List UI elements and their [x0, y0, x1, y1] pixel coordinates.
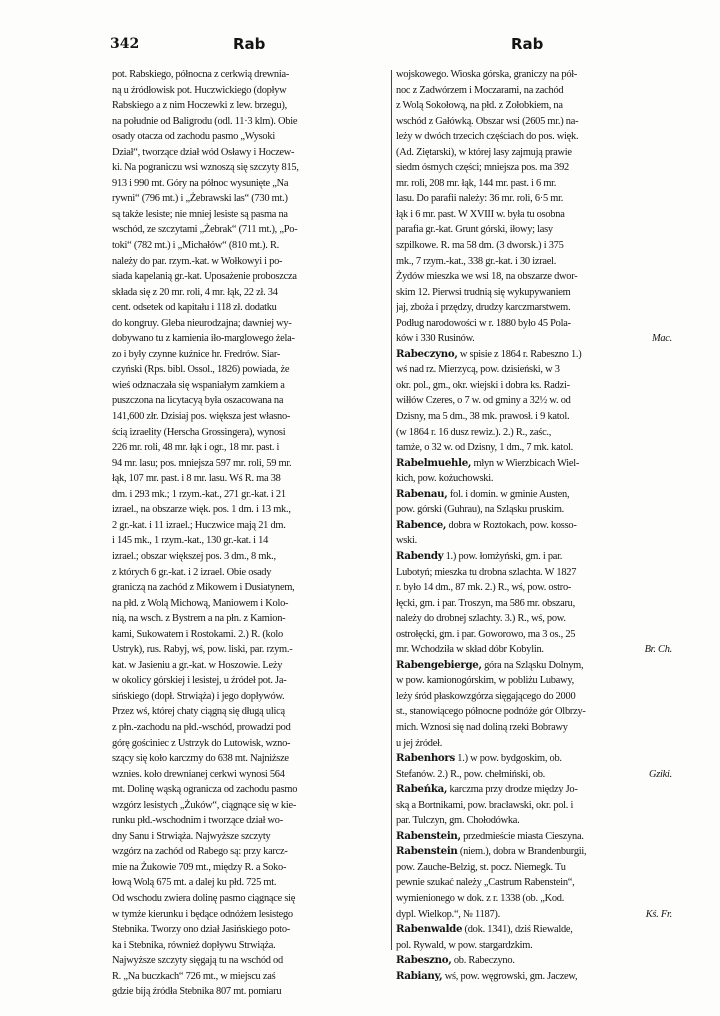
line-content	[396, 613, 566, 624]
text-line	[396, 316, 672, 332]
entry-text: leży w dwóch trzecich częściach do pos. więk.	[396, 131, 579, 143]
entry-text: wś nad rz. Mierzycą, pow. dzisieński, w 3	[396, 364, 560, 376]
line-content	[396, 955, 515, 966]
text-line	[396, 611, 672, 627]
text-line	[396, 285, 672, 301]
text-line	[396, 736, 672, 752]
line-content	[396, 162, 569, 173]
text-line: 2 gr.-kat. i 11 izrael.; Huczwice mają 21 dm.	[112, 519, 286, 531]
text-line	[396, 83, 672, 99]
text-line	[396, 953, 672, 969]
line-content	[396, 738, 442, 749]
line-content	[396, 178, 556, 189]
entry-text: ob. Rabeczyno.	[451, 955, 515, 967]
text-line: wieś odznaczała się wspaniałym zamkiem a	[112, 379, 285, 391]
entry-text: tamże, o 32 w. od Dzisny, 1 dm., 7 mk. katol.	[396, 442, 574, 454]
entry-text: Stefanów. 2.) R., pow. chełmiński, ob.	[396, 768, 546, 780]
entry-text: mk., 7 rzym.-kat., 338 gr.-kat. i 30 izrael.	[396, 255, 557, 267]
entry-text: ostrołęcki, gm. i par. Goworowo, ma 3 os., 25	[396, 628, 576, 640]
text-line	[396, 891, 672, 907]
text-line: 226 mr. roli, 48 mr. łąk i ogr., 18 mr. past. i	[112, 442, 280, 454]
entry-text: szpilkowe. R. ma 58 dm. (3 dworsk.) i 375	[396, 240, 564, 252]
text-line	[396, 720, 672, 736]
text-line: R. „Na buczkach“ 726 mt., w miejscu zaś	[112, 970, 276, 982]
line-content	[396, 69, 577, 80]
text-line	[396, 222, 672, 238]
entry-text: Lubotyń; mieszka tu drobna szlachta. W 1827	[396, 566, 577, 578]
text-line	[396, 907, 672, 923]
text-line: należy do par. rzym.-kat. w Wołkowyi i po-	[112, 255, 283, 267]
line-content	[396, 116, 578, 127]
text-line: Dział“, tworzące dział wód Osławy i Hoczew-	[112, 146, 295, 158]
entry-text: ków i 330 Rusinów.	[396, 333, 475, 345]
text-line: mie na Żukowie 709 mt., między R. a Soko-	[112, 861, 287, 873]
text-line	[396, 471, 672, 487]
entry-headword: Rabenstein,	[396, 829, 461, 842]
entry-text: noc z Zadwórzem i Moczarami, na zachód	[396, 84, 564, 96]
entry-text: pewnie szukać należy „Castrum Rabenstein“,	[396, 877, 575, 889]
entry-headword: Rabence,	[396, 518, 447, 531]
text-line: w okolicy górskiej i lesistej, u źródeł pot. Ja-	[112, 675, 287, 687]
entry-headword: Rabelmuehle,	[396, 456, 472, 469]
text-line: z których 6 gr.-kat. i 2 izrael. Obie osady	[112, 566, 272, 578]
text-line	[396, 98, 672, 114]
text-line	[396, 938, 672, 954]
text-line: Najwyższe szczyty sięgają tu na wschód od	[112, 955, 283, 967]
text-line	[396, 207, 672, 223]
text-line	[396, 160, 672, 176]
line-content	[396, 193, 563, 204]
entry-text: mr. roli, 208 mr. łąk, 144 mr. past. i 6 mr.	[396, 177, 557, 189]
entry-text: wschód z Gałówką. Obszar wsi (2605 mr.) na-	[396, 115, 579, 127]
text-line: puszczona na licytacyą była oszacowana na	[112, 395, 284, 407]
entry-text: mich. Wznosi się nad doliną rzeki Bobrawy	[396, 721, 568, 733]
text-line: ną u źródłowisk pot. Huczwickiego (dopływ	[112, 84, 287, 96]
entry-text: u jej źródeł.	[396, 737, 443, 749]
entry-text: skim 12. Pierwsi trudnią się wykupywaniem	[396, 286, 571, 298]
text-line	[396, 922, 672, 938]
entry-text: pol. Rywald, w pow. stargardzkim.	[396, 939, 533, 951]
text-line	[396, 440, 672, 456]
page-number: 342	[110, 36, 140, 52]
text-line: łąk, 107 mr. past. i 8 mr. lasu. Wś R. ma 38	[112, 473, 281, 485]
line-content	[396, 753, 562, 764]
text-line	[396, 114, 672, 130]
entry-text: leży śród płaskowzgórza sięgającego do 2000	[396, 690, 576, 702]
text-line	[396, 642, 672, 658]
text-line: mt. Dolinę wąską ogranicza od zachodu pasmo	[112, 784, 298, 796]
text-line: łową Wolą 675 mt. a dalej ku płd. 725 mt.	[112, 877, 277, 889]
entry-text: mr. Wchodziła w skład dóbr Kobylin.	[396, 644, 544, 656]
line-content	[396, 706, 586, 717]
entry-text: (niem.), dobra w Brandenburgii,	[457, 846, 587, 858]
line-content	[396, 907, 500, 923]
text-line	[396, 782, 672, 798]
text-line: wzgórz na zachód od Rabego są: przy karcz-	[112, 846, 288, 858]
entry-text: w pow. kamionogórskim, w pobliżu Lubawy,	[396, 675, 574, 687]
entry-text: par. Tulczyn, gm. Chołodówka.	[396, 815, 520, 827]
text-line	[396, 456, 672, 472]
entry-text: okr. pol., gm., okr. wiejski i dobra ks. Radzi-	[396, 379, 570, 391]
text-line: 94 mr. lasu; pos. mniejsza 597 mr. roli, 59 mr.	[112, 457, 292, 469]
entry-headword: Rabeczyno,	[396, 347, 458, 360]
entry-text: Żydów mieszka we wsi 18, na obszarze dwor-	[396, 271, 578, 283]
author-signature: Kś. Fr.	[645, 908, 672, 920]
text-line	[396, 502, 672, 518]
line-content	[396, 411, 569, 422]
entry-text: r. było 14 dm., 87 mk. 2.) R., wś, pow. ostro-	[396, 582, 572, 594]
text-line: Rabskiego a z nim Hoczewki z lew. brzegu),	[112, 100, 287, 112]
entry-text: wś, pow. węgrowski, gm. Jaczew,	[442, 970, 578, 982]
text-line	[396, 860, 672, 876]
text-line	[396, 425, 672, 441]
text-line	[396, 969, 672, 985]
text-line: dm. i 293 mk.; 1 rzym.-kat., 271 gr.-kat. i 21	[112, 488, 286, 500]
line-content	[396, 784, 578, 795]
text-line: wznies. koło drewnianej cerkwi wynosi 564	[112, 768, 285, 780]
text-line	[396, 767, 672, 783]
entry-headword: Rabeńka,	[396, 783, 448, 796]
line-content	[396, 458, 579, 469]
line-content	[396, 147, 572, 158]
entry-text: kich, pow. kożuchowski.	[396, 473, 494, 485]
text-line: ki. Na pograniczu wsi wznoszą się szczyty 815,	[112, 162, 299, 174]
entry-text: łąk i 6 mr. past. W XVIII w. była tu osobna	[396, 208, 565, 220]
text-line: 141,600 złr. Dzisiaj pos. większa jest własno-	[112, 411, 291, 423]
text-line	[396, 673, 672, 689]
text-line: sińskiego (dopł. Strwiąża) i jego dopływów.	[112, 690, 285, 702]
text-line	[396, 627, 672, 643]
line-content	[396, 598, 575, 609]
text-line: na południe od Baligrodu (odl. 11·3 klm). Obie	[112, 115, 298, 127]
entry-text: Podług narodowości w r. 1880 było 45 Pola-	[396, 317, 571, 329]
text-line	[396, 409, 672, 425]
text-line: Przez wś, której chaty ciągną się długą ulicą	[112, 706, 285, 718]
entry-headword: Rabenau,	[396, 487, 448, 500]
line-content	[396, 364, 560, 375]
entry-text: przedmieście miasta Cieszyna.	[460, 830, 584, 842]
line-content	[396, 395, 571, 406]
text-line: ka i Stebnika, również dopływu Strwiąża.	[112, 939, 276, 951]
entry-text: łęcki, gm. i par. Troszyn, ma 586 mr. obszaru,	[396, 597, 575, 609]
entry-text: młyn w Wierzbicach Wiel-	[471, 457, 580, 469]
entry-text: pow. Zauche-Belzig, st. pocz. Niemegk. Tu	[396, 861, 566, 873]
line-content	[396, 940, 533, 951]
line-content	[396, 427, 551, 438]
author-signature: Br. Ch.	[644, 644, 672, 656]
text-line: kat. w Jasieniu a gr.-kat. w Hoszowie. Leży	[112, 659, 283, 671]
line-content	[396, 331, 475, 347]
text-line: składa się z 20 mr. roli, 4 mr. łąk, 22 zł. 34	[112, 286, 278, 298]
text-line	[396, 238, 672, 254]
entry-text: st., stanowiącego północne podnóże gór Olbrzy-	[396, 706, 586, 718]
entry-text: (Ad. Ziętarski), w której lasy zajmują prawie	[396, 146, 572, 158]
line-content	[396, 442, 573, 453]
text-line	[396, 798, 672, 814]
line-content	[396, 287, 570, 298]
entry-text: 1.) pow. łomżyński, gm. i par.	[443, 550, 563, 562]
text-line: z płn.-zachodu na płd.-wschód, prowadzi pod	[112, 721, 291, 733]
entry-text: pow. górski (Guhrau), na Szląsku pruskim.	[396, 504, 564, 516]
entry-text: Dzisny, ma 5 dm., 38 mk. prawosł. i 9 katol.	[396, 411, 570, 423]
text-line: wschód, ze szczytami „Żebrak“ (711 mt.), „Po-	[112, 224, 298, 236]
text-line	[396, 254, 672, 270]
line-content	[396, 520, 577, 531]
text-line: gdzie biją źródła Stebnika 807 mt. pomiaru	[112, 986, 282, 998]
text-line	[396, 533, 672, 549]
text-line: siada kapelanią gr.-kat. Uposażenie proboszcza	[112, 271, 297, 283]
line-content	[396, 318, 571, 329]
text-line	[396, 191, 672, 207]
column-divider	[391, 70, 392, 950]
entry-text: wiłłów Czeres, o 7 w. od gminy a 32½ w. od	[396, 395, 571, 407]
entry-text: góra na Szląsku Dolnym,	[481, 659, 584, 671]
text-line: pot. Rabskiego, północna z cerkwią drewnia-	[112, 69, 290, 80]
line-content	[396, 489, 569, 500]
text-line	[396, 487, 672, 503]
line-content	[396, 85, 563, 96]
line-content	[396, 302, 570, 313]
line-content	[396, 767, 545, 783]
text-line	[396, 689, 672, 705]
line-content	[396, 691, 575, 702]
line-content	[396, 862, 566, 873]
text-line: do kongruy. Gleba nieurodzajna; dawniej wy-	[112, 317, 292, 329]
text-line: ścią izraelity (Herscha Grossingera), wynosi	[112, 426, 286, 438]
text-line	[396, 751, 672, 767]
text-line	[396, 580, 672, 596]
line-content	[396, 971, 577, 982]
text-line: zo i były czynne kuźnice hr. Fredrów. Siar-	[112, 348, 281, 360]
text-line	[396, 596, 672, 612]
line-content	[396, 551, 562, 562]
text-line	[396, 875, 672, 891]
right-column	[396, 67, 672, 984]
line-content	[396, 893, 564, 904]
entry-text: karczma przy drodze między Jo-	[447, 784, 578, 796]
line-content	[396, 100, 563, 111]
left-column	[112, 67, 388, 1000]
text-line	[396, 549, 672, 565]
entry-headword: Rabenwalde	[396, 923, 463, 936]
entry-text: wski.	[396, 535, 417, 547]
line-content	[396, 877, 574, 888]
entry-headword: Rabiany,	[396, 969, 443, 982]
text-line: i 145 mk., 1 rzym.-kat., 130 gr.-kat. i 14	[112, 535, 269, 547]
text-line: rywni“ (796 mt.) i „Żebrawski las“ (730 mt.)	[112, 193, 288, 205]
entry-text: ską a Bortnikami, pow. bracławski, okr. pol. i	[396, 799, 574, 811]
text-line: są także lesiste; nie mniej lesiste są pasma na	[112, 208, 288, 220]
text-line: kami, Sukowatem i Rostokami. 2.) R. (kolo	[112, 628, 283, 640]
line-content	[396, 131, 578, 142]
line-content	[396, 256, 556, 267]
author-signature: Mac.	[651, 333, 672, 345]
text-line	[396, 347, 672, 363]
text-line: czyński (Rps. bibl. Ossol., 1826) powiada, że	[112, 364, 290, 376]
text-line	[396, 145, 672, 161]
text-line: Ustryk), rus. Rabyj, wś, pow. liski, par. rzym.-	[112, 644, 293, 656]
text-line: osady otacza od zachodu pasmo „Wysoki	[112, 131, 275, 143]
entry-text: lasu. Do parafii należy: 36 mr. roli, 6·5 mr.	[396, 193, 564, 205]
line-content	[396, 722, 568, 733]
line-content	[396, 240, 564, 251]
author-signature: Gziki.	[648, 768, 672, 780]
text-line	[396, 565, 672, 581]
entry-text: (dok. 1341), dziś Riewalde,	[462, 924, 573, 936]
line-content	[396, 815, 520, 826]
line-content	[396, 675, 574, 686]
line-content	[396, 629, 575, 640]
line-content	[396, 209, 565, 220]
entry-text: (w 1864 r. 16 dusz rewiz.). 2.) R., zaśc.,	[396, 426, 552, 438]
text-line	[396, 704, 672, 720]
text-line	[396, 378, 672, 394]
line-content	[396, 224, 553, 235]
entry-text: w spisie z 1864 r. Rabeszno 1.)	[457, 348, 582, 360]
entry-text: wymienionego w dok. z r. 1338 (ob. „Kod.	[396, 892, 565, 904]
text-line	[396, 829, 672, 845]
page-header	[0, 36, 720, 58]
text-line	[396, 129, 672, 145]
text-line: 913 i 990 mt. Góry na północ wysunięte „Na	[112, 177, 289, 189]
entry-text: dypl. Wielkop.“, № 1187).	[396, 908, 500, 920]
entry-text: z Wolą Sokołową, na płd. z Zołobkiem, na	[396, 100, 563, 112]
entry-text: wojskowego. Wioska górska, graniczy na pół-	[396, 69, 578, 80]
entry-text: fol. i domin. w gminie Austen,	[447, 488, 570, 500]
text-line: Od wschodu zwiera dolinę pasmo ciągnące się	[112, 892, 296, 904]
text-line: górę gościniec z Ustrzyk do Lutowisk, wzno-	[112, 737, 291, 749]
text-line	[396, 269, 672, 285]
text-line: Stebnika. Tworzy ono dział Jasińskiego poto-	[112, 924, 290, 936]
text-line	[396, 518, 672, 534]
text-line: wzgórz lesistych „Żuków“, ciągnące się w kie-	[112, 799, 297, 811]
text-line	[396, 844, 672, 860]
entry-text: należy do drobnej szlachty. 3.) R., wś, pow.	[396, 613, 566, 625]
text-line: w tymże kierunku i będące odnóżem lesistego	[112, 908, 293, 920]
entry-text: 1.) w pow. bydgoskim, ob.	[454, 753, 562, 765]
text-line: dobywano tu z kamienia iło-marglowego żela-	[112, 333, 295, 345]
text-line	[396, 393, 672, 409]
text-line	[396, 362, 672, 378]
text-line	[396, 176, 672, 192]
text-line: dny Sanu i Strwiąża. Najwyższe szczyty	[112, 830, 271, 842]
line-content	[396, 800, 573, 811]
entry-headword: Rabengebierge,	[396, 658, 482, 671]
text-line: cent. odsetek od kapitału i 118 zł. dodatku	[112, 302, 277, 314]
line-content	[396, 271, 577, 282]
text-line: nią, na wsch. z Bystrem a na płn. z Kamion-	[112, 613, 286, 625]
line-content	[396, 504, 564, 515]
text-line: na płd. z Wolą Michową, Maniowem i Kolo-	[112, 597, 289, 609]
entry-text: siedm ósmych części; mniejsza pos. ma 392	[396, 162, 569, 174]
line-content	[396, 924, 573, 935]
text-line	[396, 813, 672, 829]
text-line: izrael.; obszar większej pos. 3 dm., 8 mk.,	[112, 550, 276, 562]
line-content	[396, 582, 571, 593]
entry-text: jaj, zboża i przędzy, drudzy karczmarstwem.	[396, 302, 571, 314]
entry-headword: Rabenstein	[396, 845, 458, 858]
line-content	[396, 473, 493, 484]
text-line: graniczą na zachód z Mikowem i Dusiatynem,	[112, 582, 295, 594]
entry-headword: Rabenhors	[396, 752, 455, 765]
line-content	[396, 846, 586, 857]
entry-text: parafia gr.-kat. Grunt górski, iłowy; lasy	[396, 224, 553, 236]
text-line: szący się koło karczmy do 638 mt. Najniższe	[112, 753, 289, 765]
text-line: toki“ (782 mt.) i „Michałów“ (810 mt.). R.	[112, 240, 279, 252]
entry-headword: Rabeszno,	[396, 954, 452, 967]
line-content	[396, 349, 581, 360]
text-line: izrael., na obszarze więk. pos. 1 dm. i 13 mk.,	[112, 504, 291, 516]
line-content	[396, 535, 417, 546]
entry-text: dobra w Roztokach, pow. kosso-	[446, 519, 577, 531]
text-line	[396, 658, 672, 674]
text-line: runku płd.-wschodnim i tworzące dział wo-	[112, 815, 283, 827]
text-line	[396, 331, 672, 347]
line-content	[396, 642, 544, 658]
text-line	[396, 67, 672, 83]
line-content	[396, 831, 584, 842]
entry-headword: Rabendy	[396, 549, 444, 562]
line-content	[396, 660, 583, 671]
running-head-right: Rab	[511, 35, 544, 53]
line-content	[396, 567, 576, 578]
running-head-left: Rab	[233, 35, 266, 53]
line-content	[396, 380, 570, 391]
text-line	[396, 300, 672, 316]
